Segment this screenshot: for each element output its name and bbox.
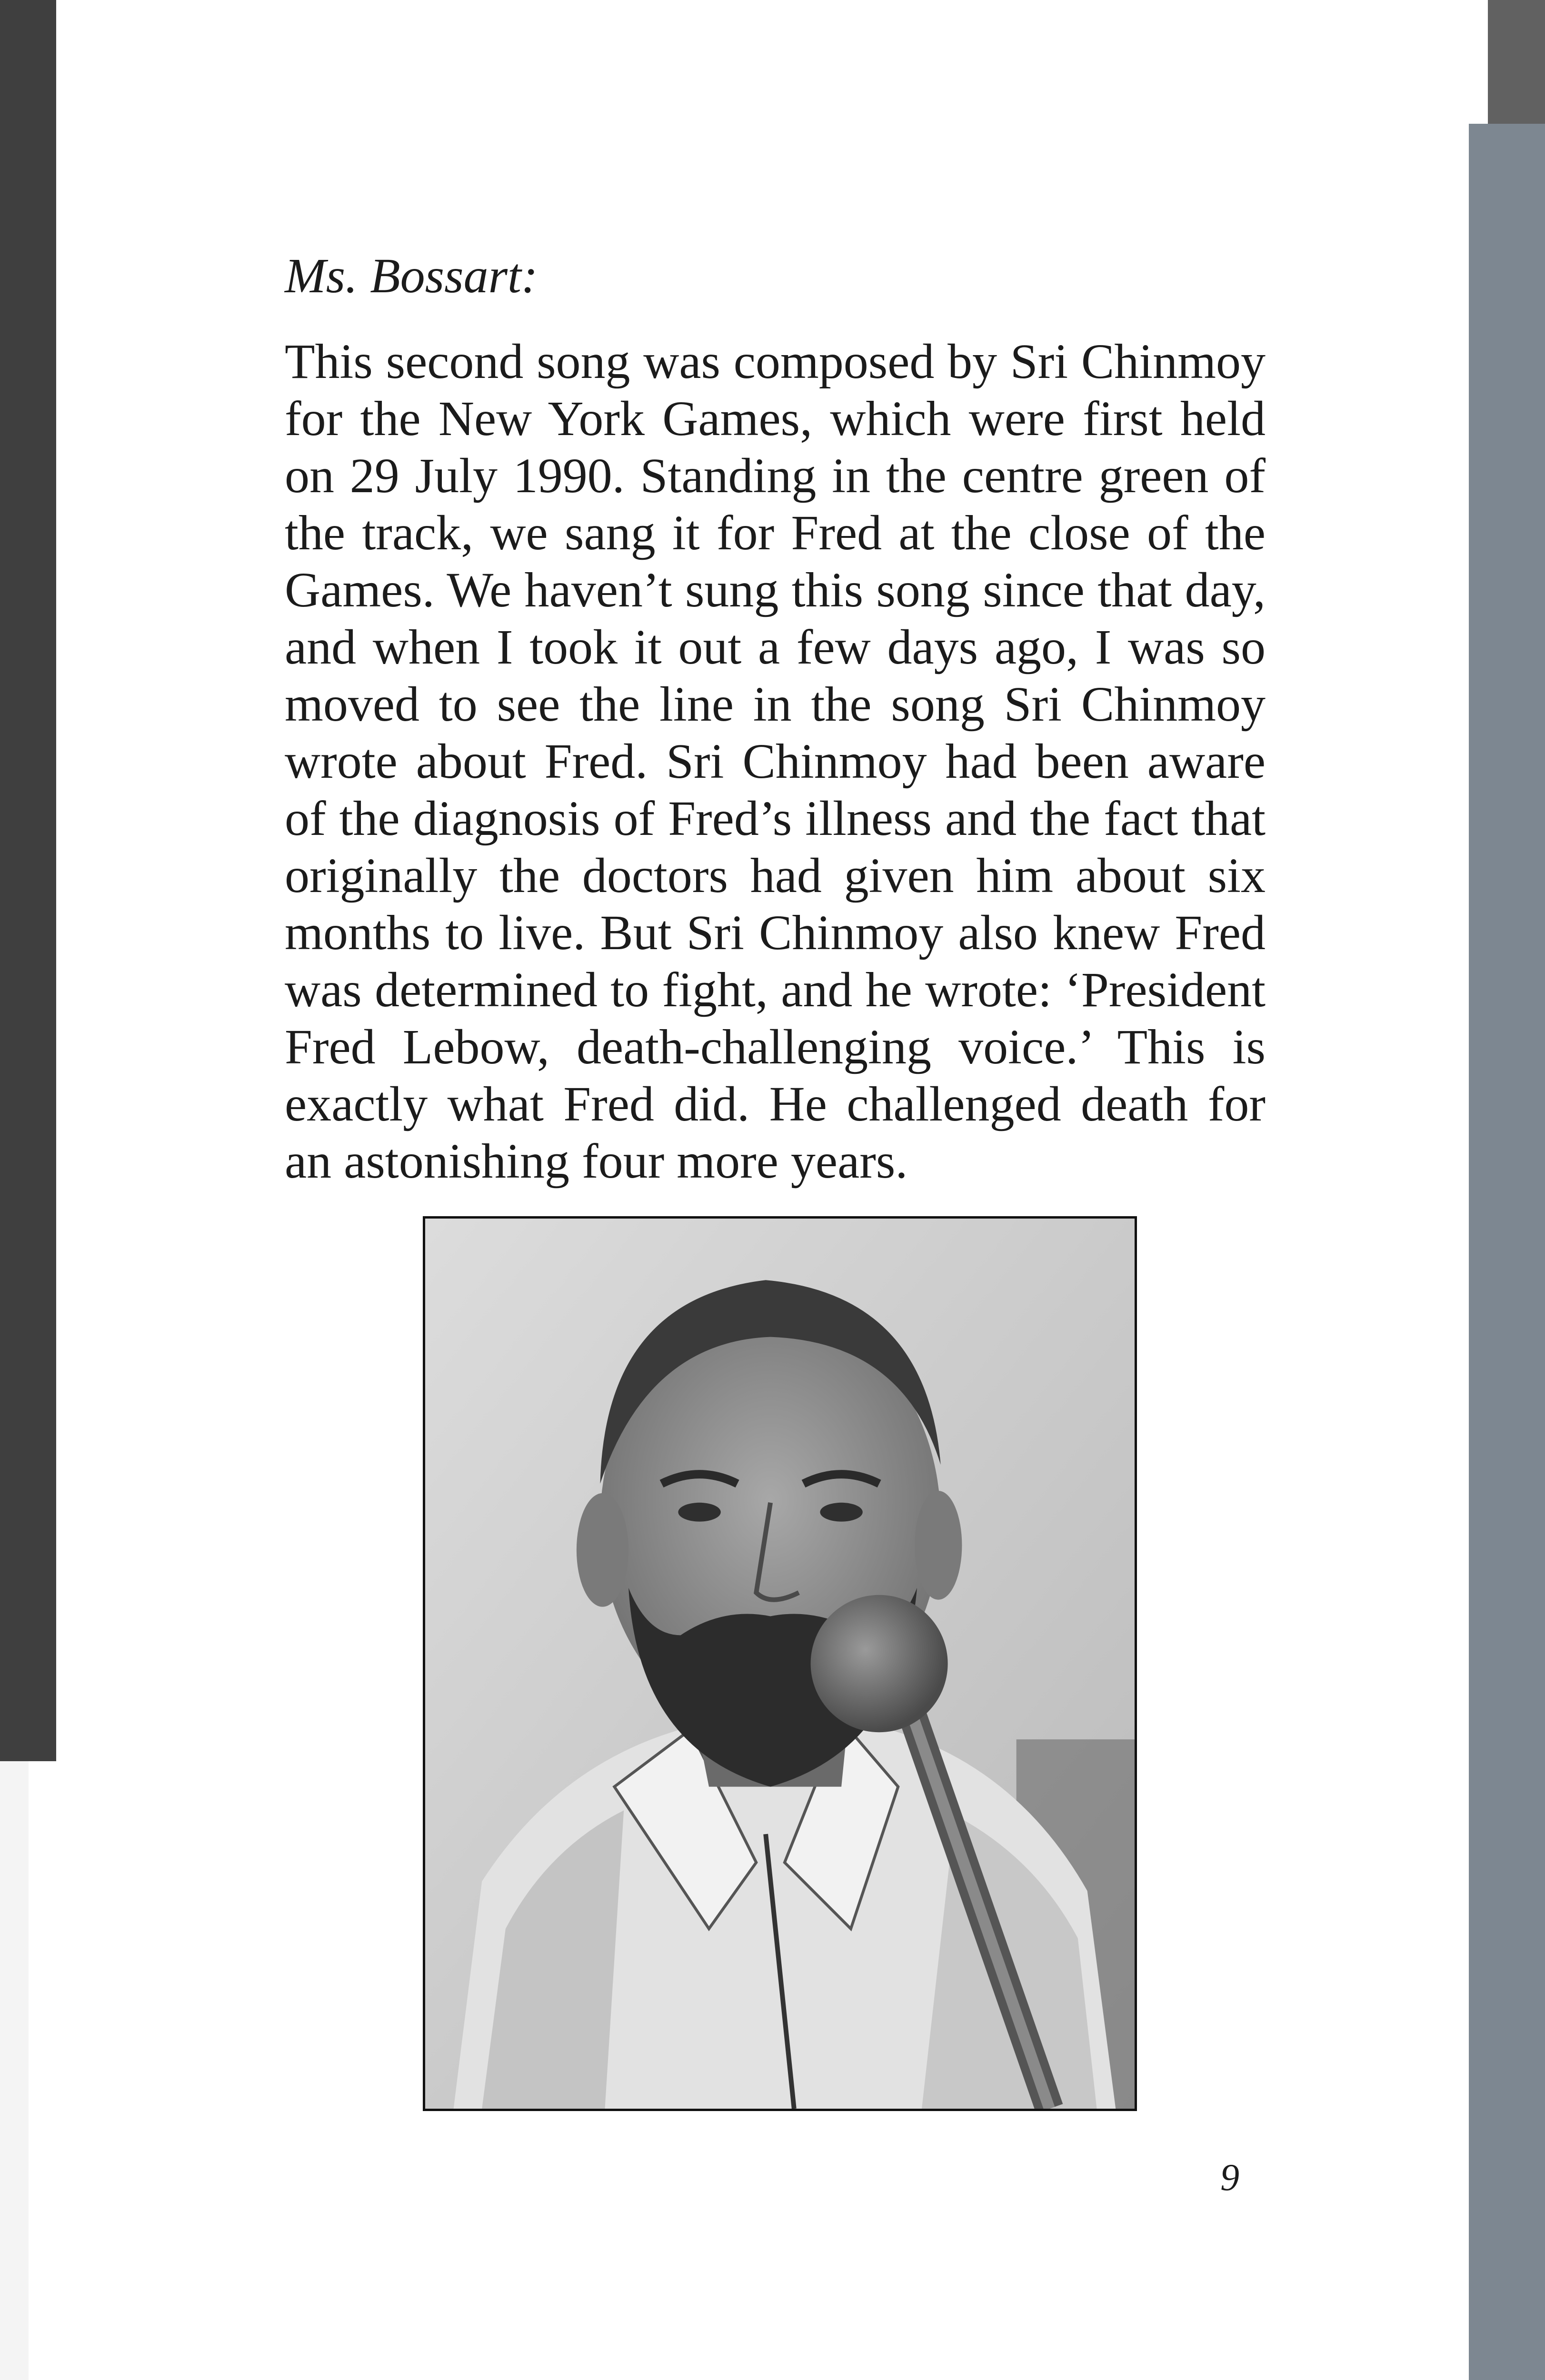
scan-binding-edge: [0, 0, 56, 1761]
scan-margin: [0, 1761, 29, 2380]
body-paragraph: This second song was composed by Sri Chinmoy for the New York Games, which were first held on 29 July 1990. Standing in the centre green of the track, we sang it for Fred at the close of the Games. We haven’t sung this song since that day, and when I took it out a few days ago, I was so moved to see the line in the song Sri Chinmoy wrote about Fred. Sri Chinmoy had been aware of the diagnosis of Fred’s illness and the fact that originally the doctors had given him about six months to live. But Sri Chinmoy also knew Fred was determined to fight, and he wrote: ‘President Fred Lebow, death-challenging voice.’ This is exactly what Fred did. He challenged death for an astonishing four more years.: [285, 334, 1266, 1189]
scan-edge-top-right: [1488, 0, 1545, 133]
book-page: [56, 0, 1469, 2380]
speaker-label: Ms. Bossart:: [285, 248, 538, 303]
scan-edge-right: [1469, 124, 1545, 2380]
portrait-photo: [423, 1216, 1137, 2111]
portrait-illustration: [425, 1219, 1135, 2109]
page-number: 9: [1220, 2157, 1239, 2199]
